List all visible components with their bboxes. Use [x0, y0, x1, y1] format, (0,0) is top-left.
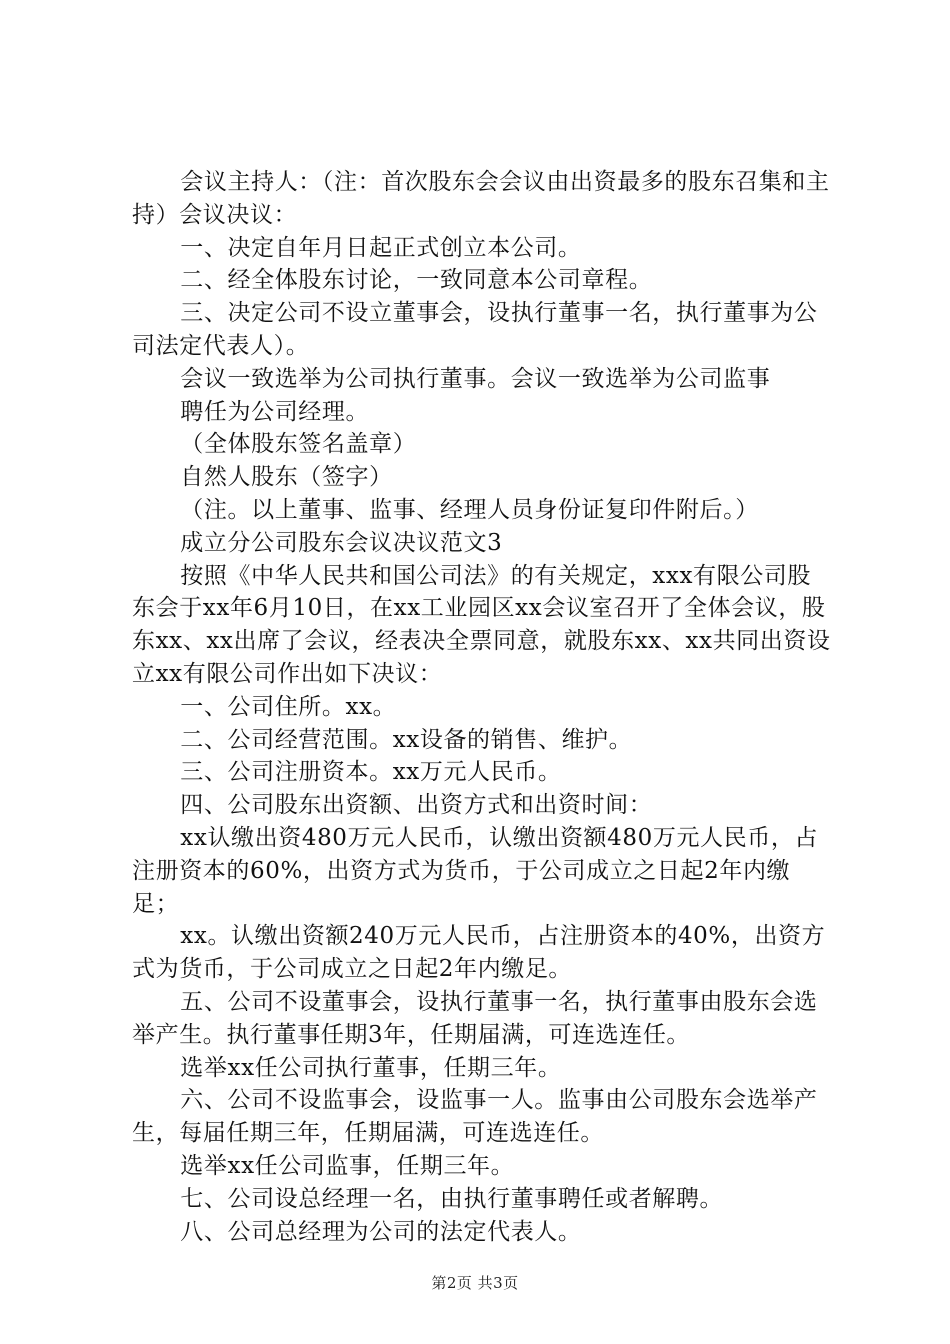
paragraph: 一、公司住所。xx。: [180, 693, 397, 720]
paragraph: 二、公司经营范围。xx设备的销售、维护。: [180, 726, 633, 753]
paragraph: 选举xx任公司监事，任期三年。: [180, 1152, 515, 1179]
paragraph: 六、公司不设监事会，设监事一人。监事由公司股东会选举产生，每届任期三年，任期届满，可连选连任。: [132, 1087, 818, 1147]
paragraph: 五、公司不设董事会，设执行董事一名，执行董事由股东会选举产生。执行董事任期3年，任期届满，可连选连任。: [132, 988, 818, 1048]
paragraph: xx认缴出资480万元人民币，认缴出资额480万元人民币，占注册资本的60%，出资方式为货币，于公司成立之日起2年内缴足；: [132, 824, 819, 917]
page-footer: [0, 1272, 950, 1293]
paragraph: 三、公司注册资本。xx万元人民币。: [180, 759, 562, 786]
paragraph: （注。以上董事、监事、经理人员身份证复印件附后。）: [180, 496, 759, 523]
paragraph: 四、公司股东出资额、出资方式和出资时间：: [180, 792, 653, 819]
paragraph: 聘任为公司经理。: [180, 398, 370, 425]
paragraph: 二、经全体股东讨论，一致同意本公司章程。: [180, 267, 653, 294]
paragraph: 按照《中华人民共和国公司法》的有关规定，xxx有限公司股东会于xx年6月10日，在xx工业园区xx会议室召开了全体会议，股东xx、xx出席了会议，经表决全票同意，就股东xx、xx共同出资设立xx有限公司作出如下决议：: [132, 562, 831, 687]
paragraph: xx。认缴出资额240万元人民币，占注册资本的40%，出资方式为货币，于公司成立之日起2年内缴足。: [132, 923, 826, 983]
paragraph: 会议主持人：（注：首次股东会会议由出资最多的股东召集和主持）会议决议：: [132, 169, 830, 228]
page-number: 第2页 共3页: [431, 1274, 519, 1292]
paragraph: 八、公司总经理为公司的法定代表人。: [180, 1218, 582, 1245]
paragraph: 会议一致选举为公司执行董事。会议一致选举为公司监事: [180, 365, 771, 392]
document-body: [132, 166, 832, 1248]
paragraph: 自然人股东（签字）: [180, 464, 393, 491]
paragraph: （全体股东签名盖章）: [180, 431, 417, 458]
paragraph: 选举xx任公司执行董事，任期三年。: [180, 1054, 562, 1081]
section-heading: 成立分公司股东会议决议范文3: [180, 529, 503, 556]
paragraph: 三、决定公司不设立董事会，设执行董事一名，执行董事为公司法定代表人）。: [132, 300, 818, 359]
paragraph: 七、公司设总经理一名，由执行董事聘任或者解聘。: [180, 1185, 724, 1212]
paragraph: 一、决定自年月日起正式创立本公司。: [180, 234, 582, 261]
